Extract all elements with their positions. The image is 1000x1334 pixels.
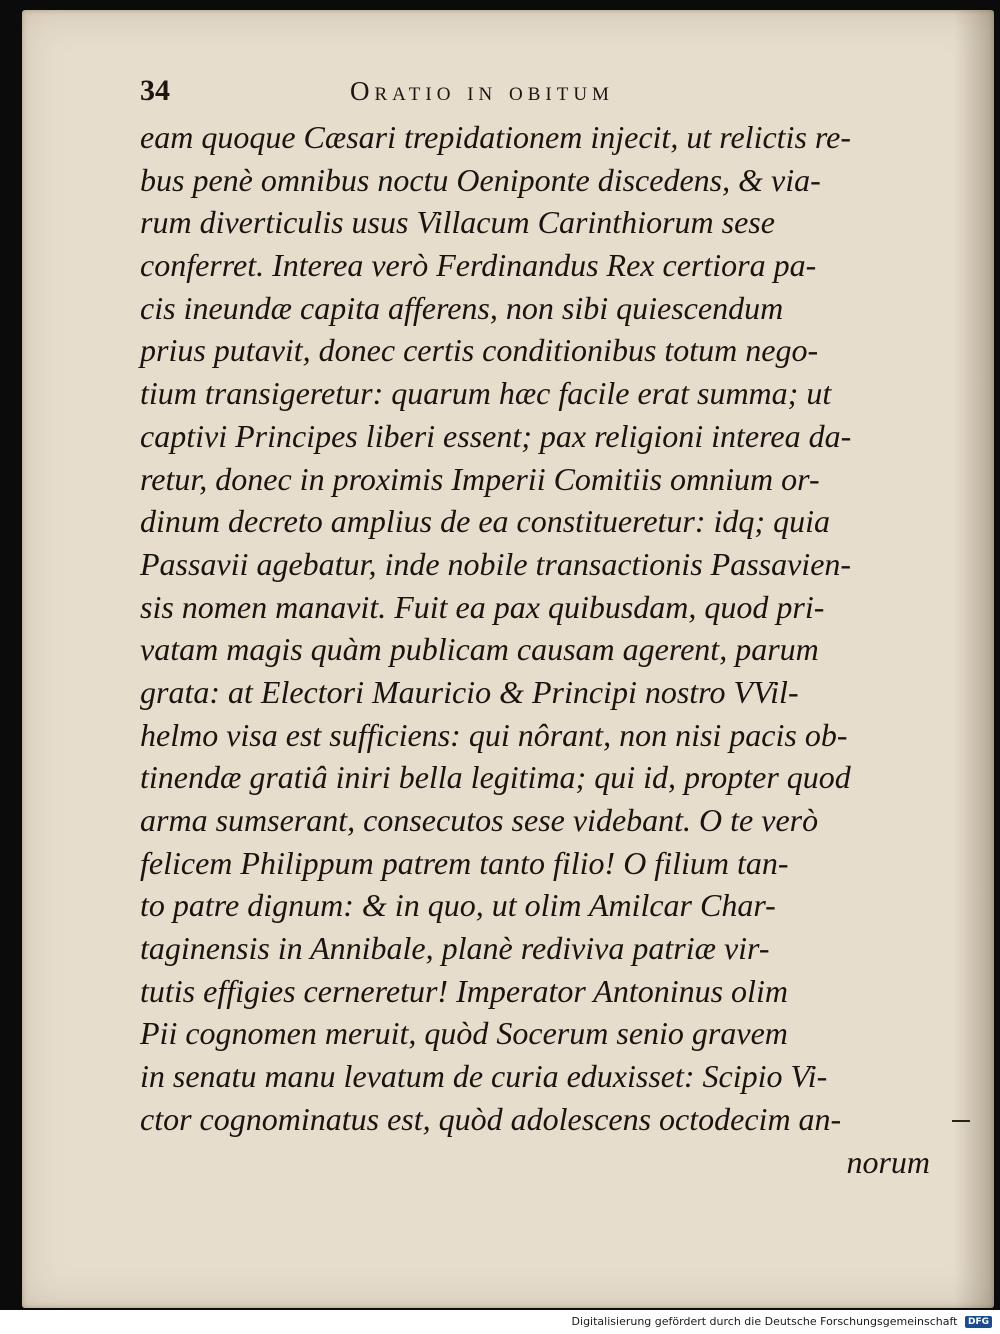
running-title: Oratio in obitum — [350, 76, 614, 106]
text-line: taginensis in Annibale, planè rediviva patriæ vir- — [140, 930, 770, 967]
text-line: grata: at Electori Mauricio & Principi nostro VVil- — [140, 673, 799, 710]
text-line: sis nomen manavit. Fuit ea pax quibusdam, quod pri- — [140, 588, 825, 625]
body-text — [140, 116, 940, 1183]
text-line: tinendæ gratiâ iniri bella legitima; qui id, propter quod — [140, 759, 851, 796]
book-page — [22, 10, 994, 1308]
text-line: ctor cognominatus est, quòd adolescens octodecim an- — [140, 1100, 842, 1137]
credit-text: Digitalisierung gefördert durch die Deutsche Forschungsgemeinschaft — [571, 1315, 958, 1328]
digitization-credit — [572, 1315, 992, 1328]
text-line: felicem Philippum patrem tanto filio! O filium tan- — [140, 844, 789, 881]
text-line: cis ineundæ capita afferens, non sibi quiescendum — [140, 289, 784, 326]
text-line: Pii cognomen meruit, quòd Socerum senio gravem — [140, 1015, 788, 1052]
text-line: helmo visa est sufficiens: qui nôrant, non nisi pacis ob- — [140, 716, 848, 753]
text-line: tium transigeretur: quarum hæc facile erat summa; ut — [140, 375, 832, 412]
catchword: norum — [846, 1143, 930, 1180]
text-line: retur, donec in proximis Imperii Comitiis omnium or- — [140, 460, 820, 497]
text-line: rum diverticulis usus Villacum Carinthiorum sese — [140, 204, 775, 241]
text-line: dinum decreto amplius de ea constitueretur: idq; quia — [140, 503, 830, 540]
text-line: captivi Principes liberi essent; pax religioni interea da- — [140, 417, 852, 454]
text-line: bus penè omnibus noctu Oeniponte discedens, & via- — [140, 161, 821, 198]
text-line: tutis effigies cerneretur! Imperator Antoninus olim — [140, 972, 788, 1009]
text-line: in senatu manu levatum de curia eduxisset: Scipio Vi- — [140, 1058, 828, 1095]
running-head — [140, 72, 840, 112]
text-line: vatam magis quàm publicam causam agerent, parum — [140, 631, 819, 668]
text-line: arma sumserant, consecutos sese videbant. O te verò — [140, 802, 819, 838]
text-line: conferret. Interea verò Ferdinandus Rex certiora pa- — [140, 247, 817, 284]
margin-mark — [952, 1120, 970, 1122]
text-line: eam quoque Cæsari trepidationem injecit, ut relictis re- — [140, 119, 852, 155]
dfg-logo: DFG — [965, 1316, 992, 1328]
page-gutter-shadow — [954, 10, 994, 1308]
page-number: 34 — [140, 74, 170, 107]
text-line: Passavii agebatur, inde nobile transactionis Passavien- — [140, 545, 852, 582]
text-line: prius putavit, donec certis conditionibus totum nego- — [140, 332, 819, 369]
text-line: to patre dignum: & in quo, ut olim Amilcar Char- — [140, 887, 776, 924]
